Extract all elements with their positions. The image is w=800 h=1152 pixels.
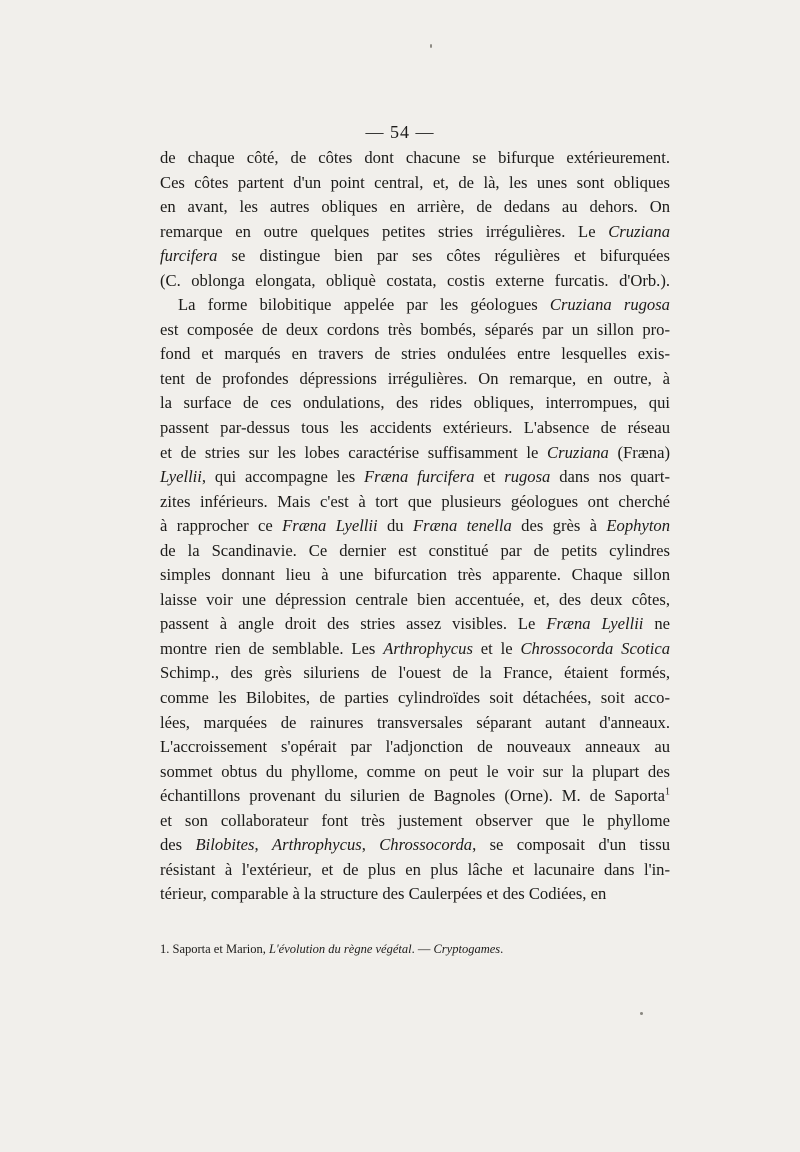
text-line [160,269,670,294]
text-line [160,686,670,711]
text-line [160,563,670,588]
italic-term: Cruziana rugosa [549,295,670,315]
text-run: comme les Bilobites, de parties cylindroïdes soit détachées, soit acco- [160,688,670,708]
text-line [160,441,670,466]
text-run: résistant à l'extérieur, et de plus en plus lâche et lacunaire dans l'in- [160,859,670,879]
footnote-marker: 1 [665,786,670,798]
text-run: (C. oblonga elongata, obliquè costata, costis externe furcatis. d'Orb.). [160,270,670,290]
text-run: L'accroissement s'opérait par l'adjonction de nouveaux anneaux au [160,737,670,757]
text-run: tent de profondes dépressions irrégulières. On remarque, en outre, à [160,368,670,388]
italic-term: Fræna Lyellii [546,614,644,634]
text-run: à rapprocher ce [160,516,283,536]
text-line [160,661,670,686]
text-line [160,293,670,318]
text-run: (Fræna) [608,442,670,462]
text-line [160,391,670,416]
text-run: sommet obtus du phyllome, comme on peut le voir sur la plupart des [160,761,670,781]
text-line [160,514,670,539]
text-run: la surface de ces ondulations, des rides obliques, interrompues, qui [160,393,670,413]
italic-term: Arthrophycus [272,835,362,855]
text-run: et son collaborateur font très justement observer que le phyllome [160,810,670,830]
footnote [160,942,680,957]
text-run: se distingue bien par ses côtes régulières et bifurquées [217,246,670,266]
text-line [160,244,670,269]
text-run: 1. Saporta et Marion, [160,942,270,956]
text-line [160,735,670,760]
text-run: des [160,835,196,855]
italic-term: furcifera [160,246,218,266]
text-run: est composée de deux cordons très bombés, séparés par un sillon pro- [160,319,670,339]
text-run: de la Scandinavie. Ce dernier est constitué par de petits cylindres [160,540,670,560]
text-run: des grès à [511,516,607,536]
text-line [160,760,670,785]
text-run: laisse voir une dépression centrale bien accentuée, et, des deux côtes, [160,589,670,609]
text-run: , [361,835,380,855]
italic-term: L'évolution du règne végétal [269,942,412,956]
text-line [160,612,670,637]
text-run: lées, marquées de rainures transversales séparant autant d'anneaux. [160,712,670,732]
text-run: de chaque côté, de côtes dont chacune se bifurque extérieurement. [160,148,670,167]
text-line [160,711,670,736]
page-number: — 54 — [365,122,435,142]
text-run: et [474,467,505,487]
text-run: , se composait d'un tissu [472,835,670,855]
italic-term: rugosa [504,467,551,487]
body-text [160,146,670,907]
text-run: térieur, comparable à la structure des Caulerpées et des Codiées, en [160,884,607,904]
italic-term: Fræna furcifera [364,467,475,487]
italic-term: Cryptogames [433,942,501,956]
text-run: . — [411,942,434,956]
text-run: remarque en outre quelques petites stries irrégulières. Le [160,221,609,241]
text-run: du [377,516,413,536]
text-line [160,588,670,613]
text-line [160,195,670,220]
italic-term: Fræna Lyellii [282,516,378,536]
italic-term: Lyellii [160,467,202,487]
text-line [160,318,670,343]
italic-term: Bilobites [195,835,255,855]
text-line [160,146,670,171]
italic-term: Cruziana [547,442,609,462]
text-run: et de stries sur les lobes caractérise suffisamment le [160,442,548,462]
italic-term: Chrossocorda [379,835,473,855]
text-line [160,367,670,392]
italic-term: Fræna tenella [412,516,512,536]
text-run: , qui accompagne les [201,467,364,487]
italic-term: Eophyton [606,516,671,536]
text-run: Schimp., des grès siluriens de l'ouest de la France, étaient formés, [160,663,670,683]
text-run: fond et marqués en travers de stries ondulées entre lesquelles exis- [160,344,670,364]
text-line [160,858,670,883]
text-run: passent par-dessus tous les accidents extérieurs. L'absence de réseau [160,418,670,438]
text-run: zites inférieurs. Mais c'est à tort que plusieurs géologues ont cherché [160,491,670,511]
text-run: échantillons provenant du silurien de Bagnoles (Orne). M. de Saporta [160,786,665,806]
text-line [160,416,670,441]
italic-term: Arthrophycus [383,638,473,658]
paper-speck [430,44,432,48]
text-line [160,882,670,907]
text-run: et le [472,638,521,658]
text-line [160,833,670,858]
text-line [160,809,670,834]
text-run: passent à angle droit des stries assez visibles. Le [160,614,547,634]
text-run: La forme bilobitique appelée par les géologues [178,295,550,315]
text-run: , [254,835,272,855]
text-line [160,784,670,809]
text-line [160,490,670,515]
text-run: simples donnant lieu à une bifurcation très apparente. Chaque sillon [160,565,670,585]
text-run: ne [643,614,671,634]
text-run: Ces côtes partent d'un point central, et, de là, les unes sont obliques [160,172,670,192]
paper-speck [640,1012,643,1015]
text-line [160,171,670,196]
text-run: dans nos quart- [550,467,670,487]
italic-term: Chrossocorda Scotica [520,638,670,658]
italic-term: Cruziana [608,221,670,241]
text-line [160,637,670,662]
text-line [160,342,670,367]
text-run: montre rien de semblable. Les [160,638,384,658]
text-run: en avant, les autres obliques en arrière, de dedans au dehors. On [160,197,670,217]
text-line [160,539,670,564]
text-line [160,465,670,490]
text-line [160,220,670,245]
text-run: . [500,942,504,956]
